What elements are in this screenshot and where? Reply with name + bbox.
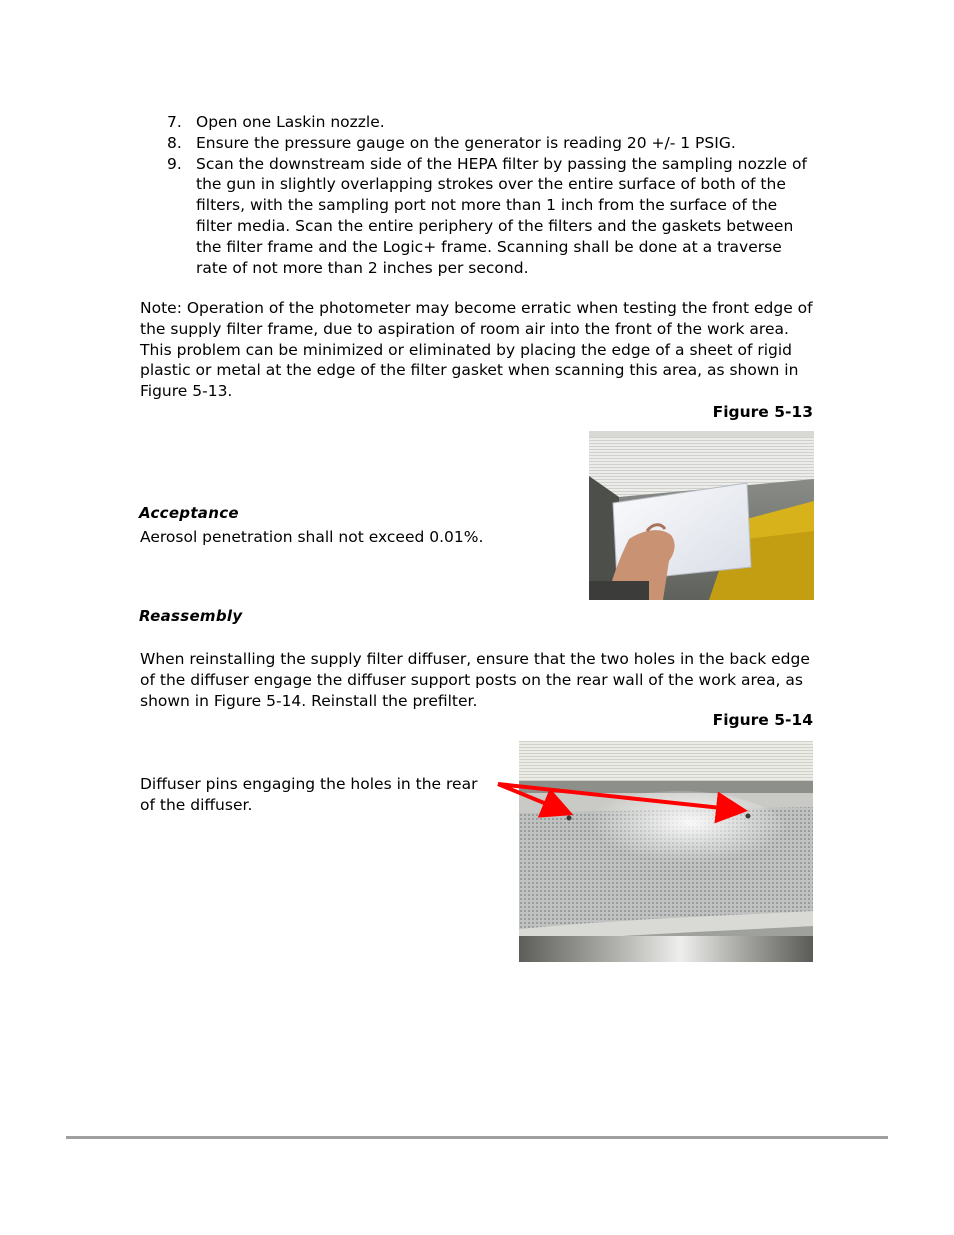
procedure-steps — [140, 112, 820, 278]
step-number: 7. — [167, 113, 182, 131]
note-paragraph: Note: Operation of the photometer may become erratic when testing the front edge of the supply filter frame, due to aspiration of room air into the front of the work area. This problem can be minimized or eliminated by placing the edge of a sheet of rigid plastic or metal at the edge of the filter gasket when scanning this area, as shown in Figure 5-13. — [140, 299, 813, 401]
figure-5-13-photo — [589, 431, 814, 600]
acceptance-heading: Acceptance — [139, 504, 239, 522]
step-number: 9. — [167, 154, 182, 173]
step-text: Scan the downstream side of the HEPA filter by passing the sampling nozzle of the gun in slightly overlapping strokes over the entire surface of both of the filters, with the sampling port not more than 1 inch from the surface of the filter media. Scan the entire periphery of the filters and the gaskets between the filter frame and the Logic+ frame. Scanning shall be done at a traverse rate of not more than 2 inches per second. — [196, 154, 807, 277]
figure-5-14-caption: Figure 5-14 — [712, 711, 813, 729]
reassembly-heading: Reassembly — [139, 607, 243, 625]
figure-5-14-arrows — [480, 770, 780, 830]
step-7 — [140, 112, 820, 133]
footer-divider — [66, 1136, 888, 1139]
step-8 — [140, 133, 820, 154]
step-number: 8. — [167, 133, 182, 152]
acceptance-text: Aerosol penetration shall not exceed 0.01%. — [140, 528, 484, 546]
figure-5-13-caption: Figure 5-13 — [712, 403, 813, 421]
figure-5-14-annotation: Diffuser pins engaging the holes in the rear of the diffuser. — [140, 775, 478, 814]
step-text: Open one Laskin nozzle. — [196, 113, 385, 131]
step-text: Ensure the pressure gauge on the generator is reading 20 +/- 1 PSIG. — [196, 133, 736, 152]
step-9 — [140, 154, 813, 279]
reassembly-text: When reinstalling the supply filter diffuser, ensure that the two holes in the back edge of the diffuser engage the diffuser support posts on the rear wall of the work area, as shown in Figure 5-14. Reinstall the prefilter. — [140, 650, 810, 710]
